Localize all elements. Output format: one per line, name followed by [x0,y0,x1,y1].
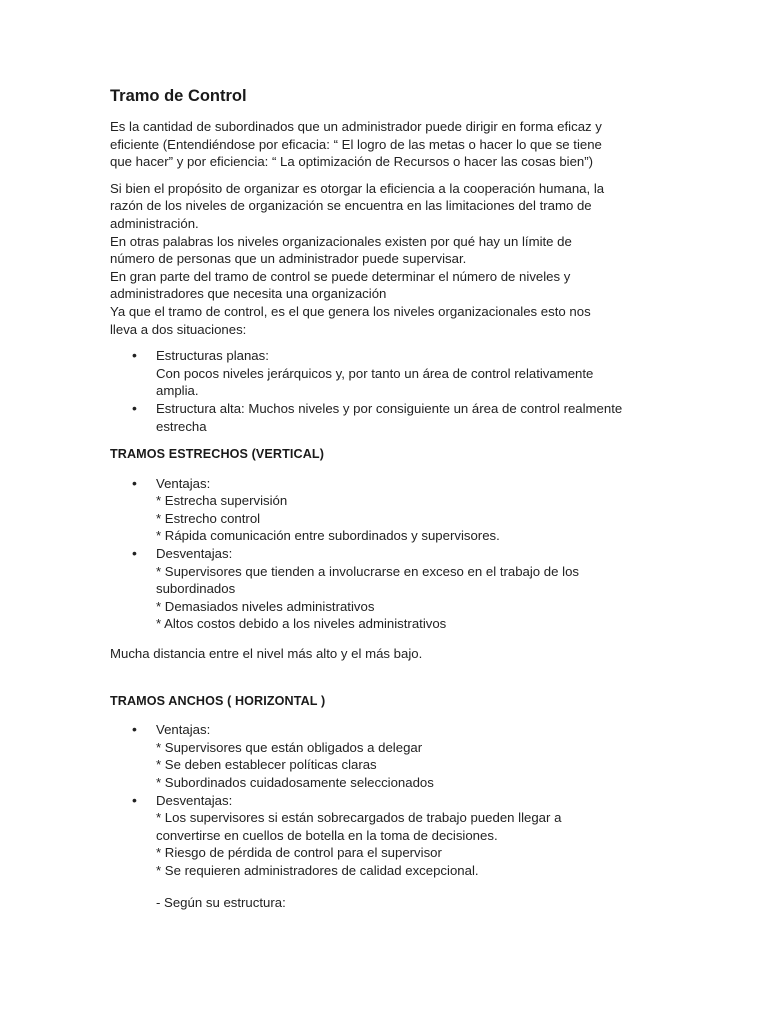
wide-list [110,721,670,879]
list-item-text: * Estrecha supervisión [156,493,288,509]
list-item-title: • Ventajas: [156,722,211,738]
text-line: lleva a dos situaciones: [110,321,247,337]
text-line: Si bien el propósito de organizar es otorgar la eficiencia a la cooperación humana, la [110,180,605,196]
section-heading-narrow: TRAMOS ESTRECHOS (VERTICAL) [110,447,324,462]
list-item [110,721,670,791]
list-item-title: • Desventajas: [156,546,233,562]
list-item-title: • Estructura alta: Muchos niveles y por consiguiente un área de control realmente [156,400,623,416]
list-item-text: convertirse en cuellos de botella en la toma de decisiones. [156,827,498,843]
list-item-text: * Demasiados niveles administrativos [156,598,375,614]
list-item [110,545,670,633]
list-item-title: • Ventajas: [156,475,211,491]
text-line: administradores que necesita una organización [110,286,387,302]
list-item [110,475,670,545]
list-item-text: estrecha [156,418,207,434]
document-body [110,86,670,911]
text-line: Ya que el tramo de control, es el que genera los niveles organizacionales esto nos [110,303,591,319]
narrow-list [110,475,670,633]
text-line: razón de los niveles de organización se encuentra en las limitaciones del tramo de [110,198,592,214]
list-item-text: * Se deben establecer políticas claras [156,757,377,773]
list-item [110,347,670,400]
list-item-title: • Estructuras planas: [156,348,269,364]
list-item-text: * Se requieren administradores de calidad excepcional. [156,862,479,878]
text-line: En gran parte del tramo de control se puede determinar el número de niveles y [110,268,571,284]
list-item-title: • Desventajas: [156,792,233,808]
narrow-note: Mucha distancia entre el nivel más alto y el más bajo. [110,646,423,662]
structure-subheading: - Según su estructura: [156,894,286,910]
list-item-text: * Estrecho control [156,510,261,526]
text-line: En otras palabras los niveles organizacionales existen por qué hay un límite de [110,233,572,249]
list-item [110,792,670,880]
text-line: número de personas que un administrador puede supervisar. [110,251,467,267]
body-paragraph [110,180,670,338]
list-item-text: * Altos costos debido a los niveles administrativos [156,616,447,632]
section-heading-wide: TRAMOS ANCHOS ( HORIZONTAL ) [110,693,326,708]
list-item-text: * Supervisores que tienden a involucrarse en exceso en el trabajo de los [156,563,579,579]
text-line: eficiente (Entendiéndose por eficacia: “ El logro de las metas o hacer lo que se tiene [110,136,602,152]
page-title: Tramo de Control [110,87,247,105]
list-item-text: * Supervisores que están obligados a delegar [156,739,423,755]
situations-list [110,347,670,435]
list-item-text: subordinados [156,581,236,597]
list-item-text: * Los supervisores si están sobrecargados de trabajo pueden llegar a [156,810,562,826]
list-item-text: * Rápida comunicación entre subordinados y supervisores. [156,528,500,544]
text-line: que hacer” y por eficiencia: “ La optimización de Recursos o hacer las cosas bien”) [110,154,594,170]
list-item-text: * Subordinados cuidadosamente seleccionados [156,775,434,790]
text-line: administración. [110,215,199,231]
list-item-text: Con pocos niveles jerárquicos y, por tanto un área de control relativamente [156,365,594,381]
list-item-text: amplia. [156,383,199,399]
list-item [110,400,670,435]
text-line: Es la cantidad de subordinados que un administrador puede dirigir en forma eficaz y [110,119,602,134]
intro-paragraph [110,118,670,171]
list-item-text: * Riesgo de pérdida de control para el supervisor [156,845,442,861]
